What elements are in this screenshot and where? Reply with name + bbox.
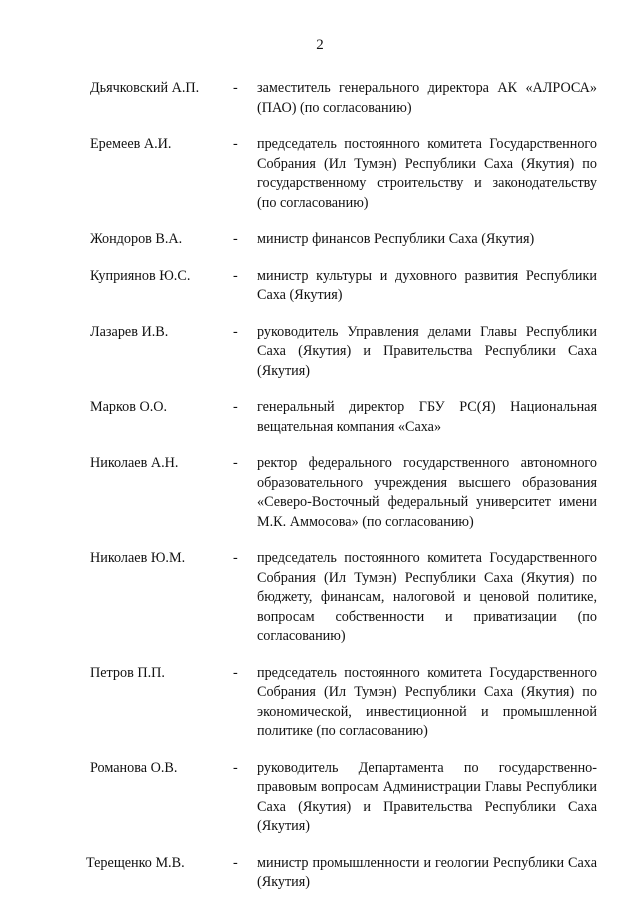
dash-separator: - bbox=[233, 323, 238, 340]
list-item bbox=[0, 398, 640, 437]
list-item bbox=[0, 230, 640, 250]
list-item bbox=[0, 664, 640, 742]
member-name: Терещенко М.В. bbox=[86, 854, 185, 871]
dash-separator: - bbox=[233, 854, 238, 871]
member-name: Куприянов Ю.С. bbox=[90, 267, 191, 284]
member-name: Жондоров В.А. bbox=[90, 231, 183, 247]
dash-separator: - bbox=[233, 550, 238, 566]
dash-separator: - bbox=[233, 455, 238, 471]
member-name: Николаев Ю.М. bbox=[90, 550, 186, 566]
dash-separator: - bbox=[233, 231, 238, 247]
member-name: Марков О.О. bbox=[90, 399, 168, 415]
member-role: руководитель Департамента по государственно-правовым вопросам Администрации Главы Республики Саха (Якутия) и Правительства Республики Саха (Якутия) bbox=[257, 759, 597, 834]
member-role: министр промышленности и геологии Республики Саха (Якутия) bbox=[257, 854, 597, 890]
member-role: председатель постоянного комитета Государственного Собрания (Ил Тумэн) Республики Саха (Якутия) по бюджету, финансам, налоговой и ценовой политике, вопросам собственности и приватизации (по согласованию) bbox=[257, 550, 597, 644]
member-name: Дьячковский А.П. bbox=[90, 80, 200, 96]
member-role: ректор федерального государственного автономного образовательного учреждения высшего образования «Северо-Восточный федеральный университет имени М.К. Аммосова» (по согласованию) bbox=[257, 455, 597, 530]
list-item bbox=[0, 549, 640, 647]
member-role: руководитель Управления делами Главы Республики Саха (Якутия) и Правительства Республики Саха (Якутия) bbox=[257, 323, 597, 379]
member-role: председатель постоянного комитета Государственного Собрания (Ил Тумэн) Республики Саха (Якутия) по экономической, инвестиционной и промышленной политике (по согласованию) bbox=[257, 664, 597, 739]
dash-separator: - bbox=[233, 267, 238, 284]
member-name: Еремеев А.И. bbox=[90, 136, 172, 152]
member-name: Николаев А.Н. bbox=[90, 455, 179, 471]
dash-separator: - bbox=[233, 80, 238, 96]
list-item bbox=[0, 323, 640, 382]
member-role: министр культуры и духовного развития Республики Саха (Якутия) bbox=[257, 267, 597, 303]
member-name: Романова О.В. bbox=[90, 759, 178, 776]
member-name: Лазарев И.В. bbox=[90, 323, 169, 340]
member-role: председатель постоянного комитета Государственного Собрания (Ил Тумэн) Республики Саха (Якутия) по государственному строительству и законодательству (по согласованию) bbox=[257, 136, 597, 211]
list-item bbox=[0, 854, 640, 893]
list-item bbox=[0, 79, 640, 118]
dash-separator: - bbox=[233, 399, 238, 415]
member-role: заместитель генерального директора АК «АЛРОСА» (ПАО) (по согласованию) bbox=[257, 80, 597, 116]
dash-separator: - bbox=[233, 664, 238, 681]
dash-separator: - bbox=[233, 136, 238, 152]
member-name: Петров П.П. bbox=[90, 664, 165, 681]
list-item bbox=[0, 454, 640, 532]
member-list bbox=[0, 79, 640, 910]
list-item bbox=[0, 267, 640, 306]
page-number: 2 bbox=[316, 37, 324, 53]
member-role: министр финансов Республики Саха (Якутия) bbox=[257, 231, 535, 247]
list-item bbox=[0, 135, 640, 213]
member-role: генеральный директор ГБУ РС(Я) Национальная вещательная компания «Саха» bbox=[257, 399, 597, 435]
list-item bbox=[0, 759, 640, 837]
dash-separator: - bbox=[233, 759, 238, 776]
